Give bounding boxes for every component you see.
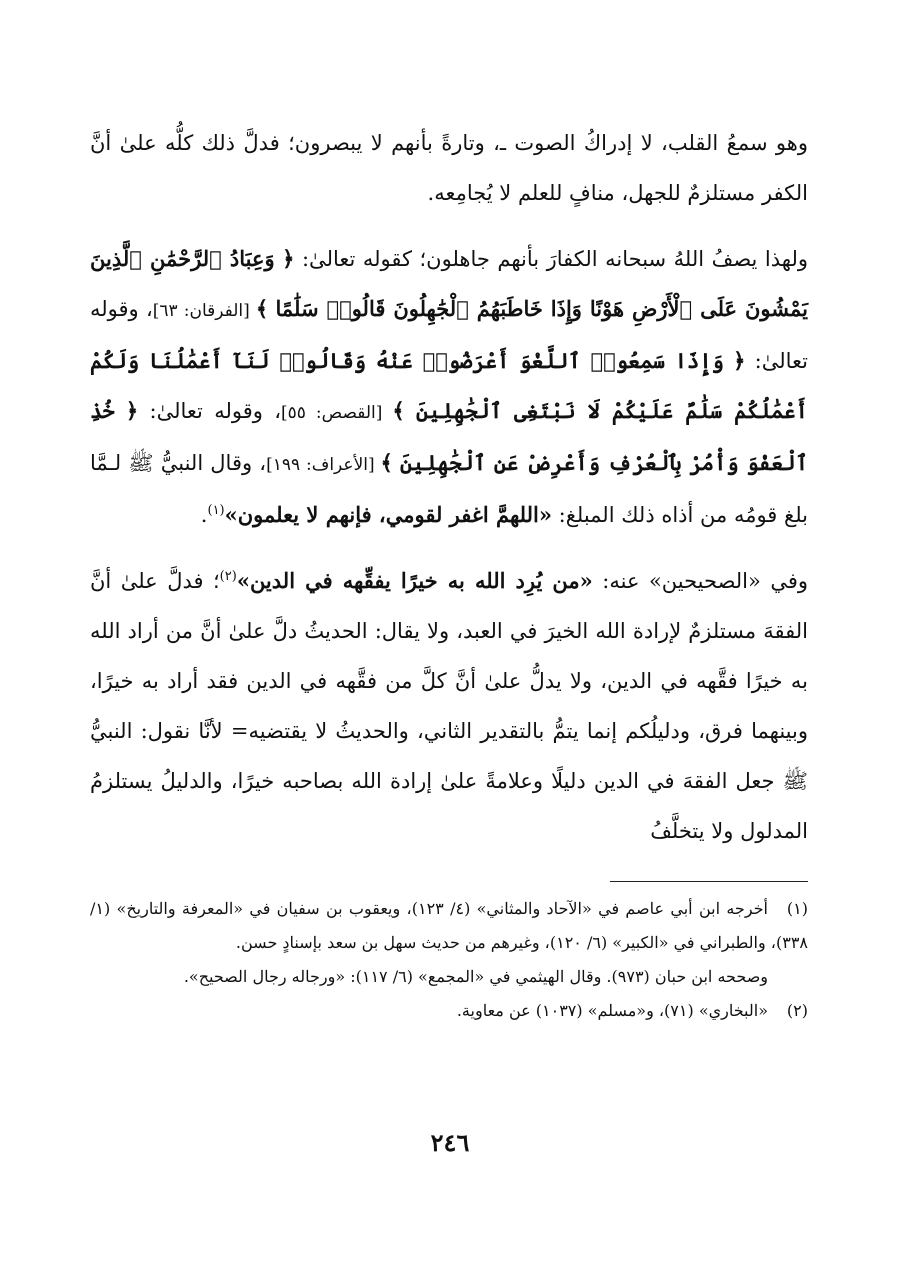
paragraph-2-text-2: ، وقوله تعالىٰ: xyxy=(90,297,809,373)
footnote-1-number: (١) xyxy=(786,899,808,918)
page-number: ٢٤٦ xyxy=(430,1128,470,1157)
footnote-marker-1: (١) xyxy=(207,503,225,518)
paragraph-2-text-3: ، وقوله تعالىٰ: xyxy=(138,399,281,423)
footnote-marker-2: (٢) xyxy=(219,569,237,584)
hadith-quote-1: «اللهمَّ اغفر لقومي، فإنهم لا يعلمون» xyxy=(224,502,552,527)
quran-verse-furqan: وَعِبَادُ ٱلرَّحْمَٰنِ ٱلَّذِينَ يَمْشُونَ عَلَى ٱلْأَرْضِ هَوْنًا وَإِذَا خَاطَبَهُمُ ٱلْجَٰهِلُونَ قَالُوا۟ سَلَٰمًا xyxy=(90,246,808,321)
paragraph-2-text-4: ، وقال النبيُّ ﷺ لـمَّا بلغ قومُه من أذاه ذلك المبلغ: xyxy=(90,451,808,527)
quran-open-bracket-3: ﴿ xyxy=(125,398,139,423)
page-body xyxy=(90,118,808,856)
verse-reference-furqan: [الفرقان: ٦٣] xyxy=(152,301,256,321)
verse-reference-qasas: [القصص: ٥٥] xyxy=(280,403,393,423)
quran-open-bracket-2: ﴿ xyxy=(733,348,746,373)
footnotes xyxy=(90,892,808,1028)
quran-open-bracket-1: ﴿ xyxy=(282,246,295,271)
footnote-1-cont-text: وصححه ابن حبان (٩٧٣). وقال الهيثمي في «المجمع» (٦/ ١١٧): «ورجاله رجال الصحيح». xyxy=(183,967,768,986)
hadith-quote-2: «من يُرِد الله به خيرًا يفقِّهه في الدين» xyxy=(236,568,593,593)
quran-close-bracket-2: ﴾ xyxy=(392,398,405,423)
footnote-1 xyxy=(90,892,808,960)
footnote-2-text: «البخاري» (٧١)، و«مسلم» (١٠٣٧) عن معاوية. xyxy=(456,1001,768,1020)
paragraph-3 xyxy=(90,556,808,856)
paragraph-3-text-1: وفي «الصحيحين» عنه: xyxy=(592,569,809,593)
footnote-2 xyxy=(90,994,808,1028)
paragraph-2-text-1: ولهذا يصفُ اللهُ سبحانه الكفارَ بأنهم جاهلون؛ كقوله تعالىٰ: xyxy=(294,247,808,271)
quran-close-bracket-1: ﴾ xyxy=(255,296,269,321)
paragraph-1 xyxy=(90,118,808,218)
verse-reference-araf: [الأعراف: ١٩٩] xyxy=(266,455,381,475)
paragraph-2 xyxy=(90,234,808,540)
quran-close-bracket-3: ﴾ xyxy=(380,450,393,475)
footnote-separator xyxy=(610,881,808,882)
paragraph-1-text: وهو سمعُ القلب، لا إدراكُ الصوت ـ، وتارةً بأنهم لا يبصرون؛ فدلَّ ذلك كلُّه علىٰ أنَّ الكفر مستلزمٌ للجهل، منافٍ للعلم لا يُجامِعه. xyxy=(90,131,808,205)
paragraph-3-text-2: ؛ فدلَّ علىٰ أنَّ الفقهَ مستلزمٌ لإرادة الله الخيرَ في العبد، ولا يقال: الحديثُ دلَّ علىٰ أنَّ من أراد الله به خيرًا فقَّهه في الدين، ولا يدلُّ علىٰ أنَّ كلَّ من فقَّهه في الدين فقد أراد به خيرًا، وبينهما فرق، ودليلُكم إنما يتمُّ بالتقدير الثاني، والحديثُ لا يقتضيه= لأنَّا نقول: النبيُّ ﷺ جعل الفقهَ في الدين دليلًا وعلامةً علىٰ إرادة الله بصاحبه خيرًا، والدليلُ يستلزمُ المدلول ولا يتخلَّفُ xyxy=(90,569,808,843)
paragraph-2-text-5: . xyxy=(200,503,208,527)
quran-verse-araf: خُذِ ٱلْعَفْوَ وَأْمُرْ بِٱلْعُرْفِ وَأَعْرِضْ عَنِ ٱلْجَٰهِلِينَ xyxy=(90,398,808,475)
footnote-1-text: أخرجه ابن أبي عاصم في «الآحاد والمثاني» (٤/ ١٢٣)، ويعقوب بن سفيان في «المعرفة والتاريخ» (١/ ٣٣٨)، والطبراني في «الكبير» (٦/ ١٢٠)، وغيرهم من حديث سهل بن سعد بإسنادٍ حسن. xyxy=(90,899,808,952)
footnote-2-number: (٢) xyxy=(786,1001,808,1020)
quran-verse-qasas: وَإِذَا سَمِعُوا۟ ٱللَّغْوَ أَعْرَضُوا۟ عَنْهُ وَقَالُوا۟ لَنَآ أَعْمَٰلُنَا وَلَكُمْ أَعْمَٰلُكُمْ سَلَٰمٌ عَلَيْكُمْ لَا نَبْتَغِى ٱلْجَٰهِلِينَ xyxy=(90,348,808,423)
footnote-1-continuation xyxy=(90,960,808,994)
